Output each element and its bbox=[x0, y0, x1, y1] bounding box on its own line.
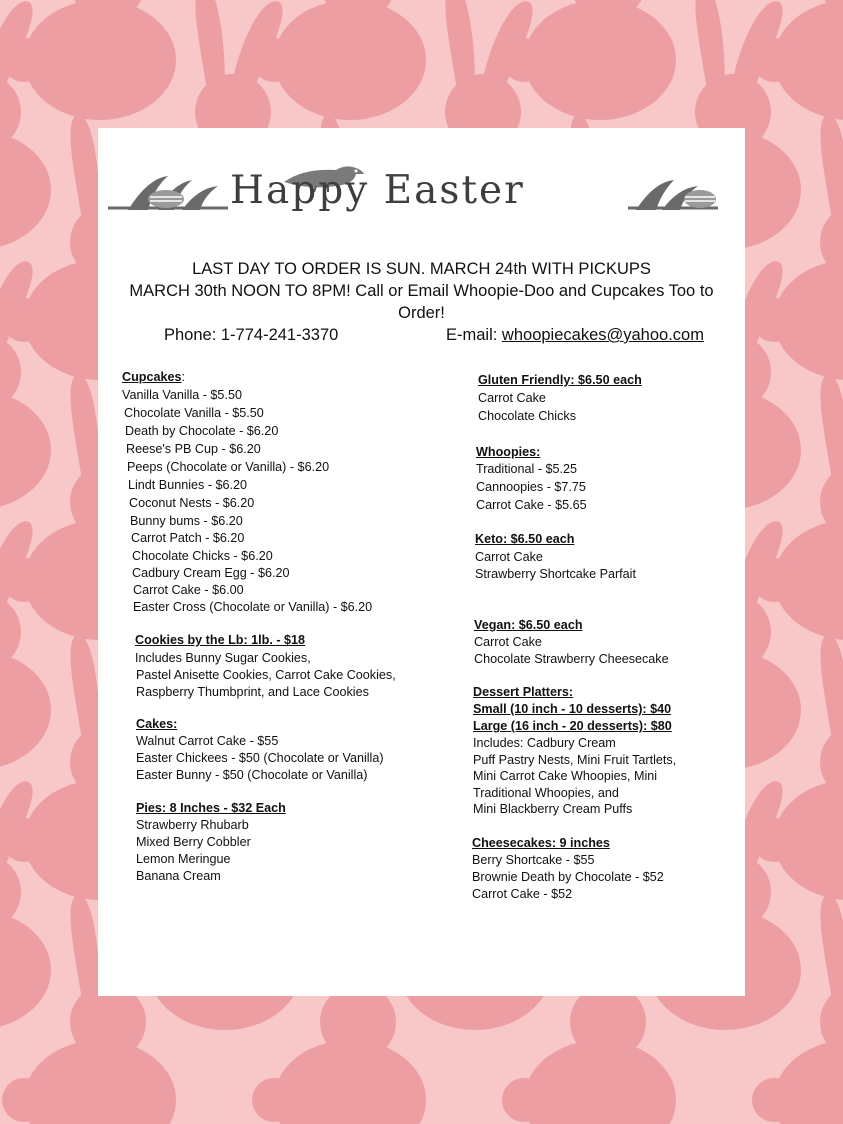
phone-number: Phone: 1-774-241-3370 bbox=[164, 326, 339, 344]
menu-item: Bunny bums - $6.20 bbox=[130, 514, 243, 528]
menu-item: Berry Shortcake - $55 bbox=[472, 853, 595, 867]
section-heading bbox=[122, 369, 185, 386]
gluten-friendly-heading: Gluten Friendly: $6.50 each bbox=[478, 373, 642, 387]
menu-item: Vanilla Vanilla - $5.50 bbox=[122, 388, 242, 402]
menu-item: Chocolate Chicks bbox=[478, 409, 576, 423]
menu-item: Includes: Cadbury Cream bbox=[473, 736, 616, 750]
easter-egg-icon bbox=[682, 188, 718, 210]
menu-item: Mixed Berry Cobbler bbox=[136, 835, 251, 849]
menu-item: Coconut Nests - $6.20 bbox=[129, 496, 255, 510]
menu-item: Easter Chickees - $50 (Chocolate or Vanilla) bbox=[136, 751, 384, 765]
menu-item: Strawberry Shortcake Parfait bbox=[475, 567, 636, 581]
menu-item: Brownie Death by Chocolate - $52 bbox=[472, 870, 664, 884]
menu-item: Chocolate Vanilla - $5.50 bbox=[124, 406, 264, 420]
whoopies-heading: Whoopies: bbox=[476, 445, 541, 459]
menu-item: Puff Pastry Nests, Mini Fruit Tartlets, bbox=[473, 753, 677, 767]
menu-item: Pastel Anisette Cookies, Carrot Cake Cookies, bbox=[136, 668, 396, 682]
keto-heading: Keto: $6.50 each bbox=[475, 532, 575, 546]
notice-line: MARCH 30th NOON TO 8PM! Call or Email Whoopie-Doo and Cupcakes Too to bbox=[129, 282, 714, 300]
menu-item: Carrot Cake - $5.65 bbox=[476, 498, 587, 512]
pies-heading: Pies: 8 Inches - $32 Each bbox=[136, 801, 286, 815]
menu-item: Easter Bunny - $50 (Chocolate or Vanilla) bbox=[136, 768, 368, 782]
cheesecakes-heading: Cheesecakes: 9 inches bbox=[472, 836, 610, 850]
menu-item: Strawberry Rhubarb bbox=[136, 818, 249, 832]
cookies-heading: Cookies by the Lb: 1lb. - $18 bbox=[135, 633, 306, 647]
menu-item: Carrot Cake - $6.00 bbox=[133, 583, 244, 597]
menu-item: Chocolate Strawberry Cheesecake bbox=[474, 652, 669, 666]
menu-item: Death by Chocolate - $6.20 bbox=[125, 424, 279, 438]
order-notice bbox=[110, 258, 733, 324]
menu-item: Lindt Bunnies - $6.20 bbox=[128, 478, 248, 492]
menu-item: Carrot Patch - $6.20 bbox=[131, 531, 245, 545]
happy-easter-header bbox=[108, 166, 718, 216]
vegan-heading: Vegan: $6.50 each bbox=[474, 618, 583, 632]
notice-line: Order! bbox=[398, 304, 445, 322]
email-label: E-mail: bbox=[446, 326, 502, 344]
dessert-platters-heading: Dessert Platters: bbox=[473, 685, 574, 699]
cakes-heading: Cakes: bbox=[136, 717, 178, 731]
email-contact bbox=[446, 326, 704, 345]
cupcakes-heading: Cupcakes bbox=[122, 370, 182, 384]
menu-item: Mini Carrot Cake Whoopies, Mini bbox=[473, 769, 658, 783]
email-link[interactable]: whoopiecakes@yahoo.com bbox=[501, 326, 704, 344]
menu-item: Walnut Carrot Cake - $55 bbox=[136, 734, 279, 748]
menu-item: Reese's PB Cup - $6.20 bbox=[126, 442, 261, 456]
notice-line: LAST DAY TO ORDER IS SUN. MARCH 24th WITH PICKUPS bbox=[192, 260, 651, 278]
menu-item: Cadbury Cream Egg - $6.20 bbox=[132, 566, 290, 580]
menu-item: Easter Cross (Chocolate or Vanilla) - $6.20 bbox=[133, 600, 373, 614]
platter-size: Small (10 inch - 10 desserts): $40 bbox=[473, 702, 672, 716]
menu-item: Carrot Cake bbox=[474, 635, 542, 649]
menu-flyer bbox=[98, 128, 745, 996]
menu-item: Traditional Whoopies, and bbox=[473, 786, 619, 800]
menu-item: Carrot Cake - $52 bbox=[472, 887, 573, 901]
menu-item: Cannoopies - $7.75 bbox=[476, 480, 586, 494]
menu-item: Carrot Cake bbox=[475, 550, 543, 564]
menu-item: Peeps (Chocolate or Vanilla) - $6.20 bbox=[127, 460, 330, 474]
menu-item: Carrot Cake bbox=[478, 391, 546, 405]
heading-colon: : bbox=[181, 370, 186, 384]
easter-egg-icon bbox=[146, 188, 186, 210]
menu-item: Lemon Meringue bbox=[136, 852, 231, 866]
menu-item: Banana Cream bbox=[136, 869, 221, 883]
menu-item: Chocolate Chicks - $6.20 bbox=[132, 549, 273, 563]
menu-item: Traditional - $5.25 bbox=[476, 462, 578, 476]
menu-item: Raspberry Thumbprint, and Lace Cookies bbox=[136, 685, 369, 699]
menu-item: Mini Blackberry Cream Puffs bbox=[473, 802, 633, 816]
page-title: Happy Easter bbox=[230, 168, 525, 213]
platter-size: Large (16 inch - 20 desserts): $80 bbox=[473, 719, 672, 733]
menu-item: Includes Bunny Sugar Cookies, bbox=[135, 651, 311, 665]
